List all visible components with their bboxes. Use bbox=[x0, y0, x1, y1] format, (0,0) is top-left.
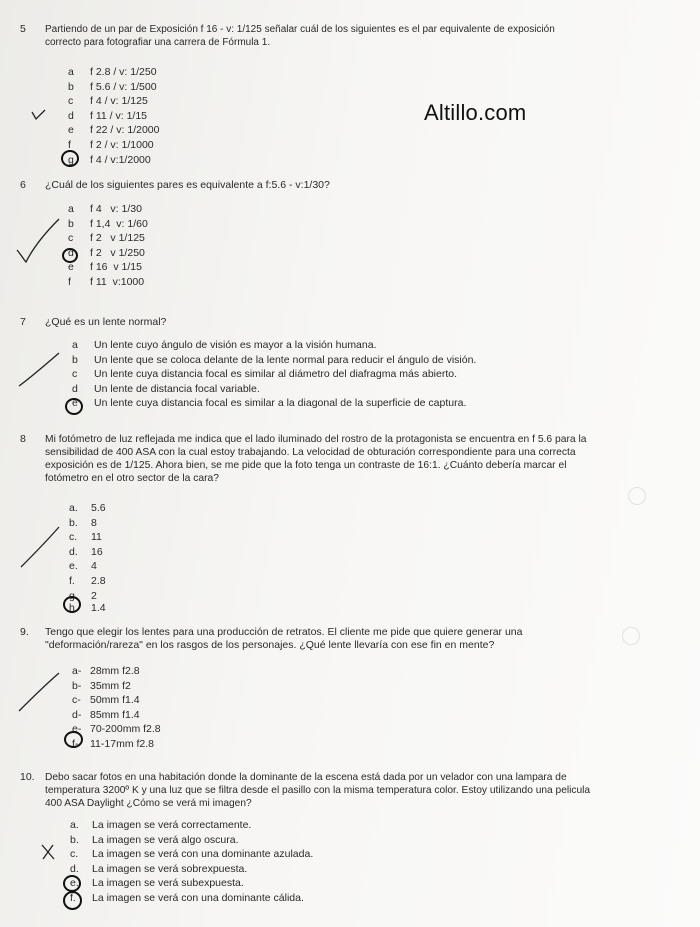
option-text: 28mm f2.8 bbox=[90, 665, 140, 677]
question-text bbox=[45, 433, 690, 485]
option-letter: f- bbox=[72, 737, 79, 750]
option-letter: a. bbox=[69, 502, 78, 514]
option-text: f 4 / v:1/2000 bbox=[90, 153, 151, 166]
option-text: 85mm f1.4 bbox=[90, 708, 140, 721]
question-line: ¿Cuál de los siguientes pares es equivalente a f:5.6 - v:1/30? bbox=[45, 179, 330, 191]
option-text: f 1,4 v: 1/60 bbox=[90, 217, 148, 230]
question-number: 9. bbox=[20, 626, 29, 638]
option-letter: d. bbox=[70, 862, 79, 875]
option-letter: d bbox=[68, 246, 74, 259]
option-text: 2.8 bbox=[91, 574, 106, 587]
option-text: Un lente cuyo ángulo de visión es mayor a la visión humana. bbox=[94, 339, 377, 351]
option-letter: d bbox=[72, 382, 78, 395]
check-mark bbox=[30, 108, 48, 122]
option-text: La imagen se verá algo oscura. bbox=[92, 833, 239, 846]
question-line: exposición es de 1/125. Ahora bien, se me pide que la foto tenga un contraste de 16:1. ¿Cuánto debería marcar el bbox=[45, 460, 567, 471]
option-text: Un lente cuya distancia focal es similar al diámetro del diafragma más abierto. bbox=[94, 368, 458, 381]
option-text: 5.6 bbox=[91, 502, 106, 514]
option-letter: c. bbox=[69, 531, 78, 544]
question-number: 10. bbox=[20, 771, 35, 783]
option-letter: a. bbox=[70, 819, 79, 831]
option-text: f 5.6 / v: 1/500 bbox=[90, 80, 157, 93]
option-text: f 22 / v: 1/2000 bbox=[90, 124, 160, 137]
option-text: 35mm f2 bbox=[90, 679, 131, 692]
option-letter: c bbox=[68, 95, 74, 108]
option-letter: b bbox=[68, 80, 74, 93]
question-text bbox=[45, 23, 555, 49]
option-text: 11-17mm f2.8 bbox=[90, 737, 154, 750]
answer-circle-mark bbox=[64, 731, 83, 748]
answer-circle-mark bbox=[63, 891, 82, 910]
option-text: 4 bbox=[91, 560, 97, 573]
question-line: temperatura 3200º K y una luz que se filtra desde el pasillo con la misma temperatura color. Estoy utilizando una pelicula bbox=[45, 785, 591, 796]
option-letter: b- bbox=[72, 679, 82, 692]
watermark: Altillo.com bbox=[424, 100, 527, 125]
option-letter: a bbox=[68, 203, 74, 215]
option-letter: d- bbox=[72, 708, 82, 721]
option-text: 16 bbox=[91, 545, 103, 558]
option-text: La imagen se verá con una dominante azulada. bbox=[92, 848, 314, 861]
check-mark bbox=[14, 216, 62, 264]
option-letter: e bbox=[68, 261, 74, 274]
question-text bbox=[45, 771, 590, 810]
question-number: 7 bbox=[20, 316, 26, 328]
check-mark bbox=[16, 670, 62, 714]
option-letter: g. bbox=[69, 589, 78, 602]
answer-circle-mark bbox=[63, 596, 81, 613]
option-letter: b bbox=[72, 353, 78, 366]
option-letter: c bbox=[68, 232, 74, 245]
question-number: 6 bbox=[20, 179, 26, 191]
option-text: f 11 v:1000 bbox=[90, 275, 145, 288]
question-line: sensibilidad de 400 ASA con la cual estoy trabajando. La velocidad de obturación correspondiente para una correcta bbox=[45, 447, 576, 458]
option-letter: c. bbox=[70, 848, 79, 861]
option-text: Un lente cuya distancia focal es similar a la diagonal de la superficie de captura. bbox=[94, 397, 467, 410]
question-line: correcto para fotografiar una carrera de Fórmula 1. bbox=[45, 37, 271, 48]
option-text: f 2 v 1/250 bbox=[90, 246, 145, 259]
option-letter: c- bbox=[72, 694, 81, 707]
option-text: 70-200mm f2.8 bbox=[90, 723, 161, 736]
option-letter: f. bbox=[70, 891, 76, 904]
option-text: La imagen se verá correctamente. bbox=[92, 819, 252, 831]
answer-circle-mark bbox=[61, 150, 79, 167]
option-letter: e. bbox=[69, 560, 78, 573]
question-line: Partiendo de un par de Exposición f 16 - v: 1/125 señalar cuál de los siguientes es el par equivalente de exposición bbox=[45, 24, 555, 35]
option-letter: d bbox=[68, 109, 74, 122]
question-text bbox=[45, 179, 330, 192]
margin-circle-decoration bbox=[622, 627, 640, 645]
option-letter: d. bbox=[69, 545, 78, 558]
option-text: f 16 v 1/15 bbox=[90, 261, 142, 274]
cross-mark bbox=[40, 843, 56, 861]
option-text: 8 bbox=[91, 516, 97, 529]
option-letter: a bbox=[72, 339, 78, 351]
option-letter: b. bbox=[70, 833, 79, 846]
option-letter: b bbox=[68, 217, 74, 230]
option-letter: a bbox=[68, 66, 74, 78]
answer-circle-mark bbox=[65, 398, 83, 415]
option-letter: f. bbox=[69, 574, 75, 587]
option-text: La imagen se verá subexpuesta. bbox=[92, 877, 244, 890]
question-number: 5 bbox=[20, 23, 26, 35]
question-line: ¿Qué es un lente normal? bbox=[45, 316, 167, 328]
option-text: 2 bbox=[91, 589, 97, 602]
answer-circle-mark bbox=[63, 875, 81, 892]
question-line: Tengo que elegir los lentes para una producción de retratos. El cliente me pide que quiere generar una bbox=[45, 626, 523, 638]
question-text bbox=[45, 626, 522, 652]
option-text: 50mm f1.4 bbox=[90, 694, 140, 707]
option-text: Un lente que se coloca delante de la lente normal para reducir el ángulo de visión. bbox=[94, 353, 477, 366]
option-text: 11 bbox=[91, 531, 102, 544]
margin-circle-decoration bbox=[628, 487, 646, 505]
option-letter: a- bbox=[72, 665, 82, 677]
question-line: fotómetro en el otro sector de la cara? bbox=[45, 473, 219, 484]
check-mark bbox=[16, 350, 62, 390]
option-text: 1.4 bbox=[91, 601, 106, 614]
option-letter: g bbox=[68, 153, 74, 166]
question-line: Debo sacar fotos en una habitación donde la dominante de la escena está dada por un velador con una lampara de bbox=[45, 772, 567, 783]
option-letter: f bbox=[68, 275, 71, 288]
option-letter: b. bbox=[69, 516, 78, 529]
option-text: f 2 v 1/125 bbox=[90, 232, 145, 245]
check-mark bbox=[18, 524, 62, 570]
option-text: f 4 v: 1/30 bbox=[90, 203, 142, 215]
option-text: f 4 / v: 1/125 bbox=[90, 95, 148, 108]
option-letter: e bbox=[72, 397, 78, 410]
option-letter: h bbox=[69, 601, 75, 614]
question-line: "deformación/rareza" en los rasgos de los personajes. ¿Qué lente llevaría con ese fin en mente? bbox=[45, 639, 495, 651]
answer-circle-mark bbox=[62, 248, 78, 263]
option-letter: e- bbox=[72, 723, 82, 736]
question-number: 8 bbox=[20, 433, 26, 445]
option-letter: e. bbox=[70, 877, 79, 890]
option-text: La imagen se verá con una dominante cálida. bbox=[92, 891, 304, 904]
option-letter: c bbox=[72, 368, 78, 381]
option-letter: f bbox=[68, 138, 71, 151]
option-text: f 2.8 / v: 1/250 bbox=[90, 66, 157, 78]
question-line: 400 ASA Daylight ¿Cómo se verá mi imagen? bbox=[45, 798, 252, 809]
question-line: Mi fotómetro de luz reflejada me indica que el lado iluminado del rostro de la protagonista se encuentra en f 5.6 para la bbox=[45, 434, 587, 445]
option-text: f 11 / v: 1/15 bbox=[90, 109, 148, 122]
option-text: Un lente de distancia focal variable. bbox=[94, 382, 260, 395]
option-letter: e bbox=[68, 124, 74, 137]
option-text: La imagen se verá sobrexpuesta. bbox=[92, 862, 248, 875]
option-text: f 2 / v: 1/1000 bbox=[90, 138, 154, 151]
question-text bbox=[45, 316, 166, 329]
